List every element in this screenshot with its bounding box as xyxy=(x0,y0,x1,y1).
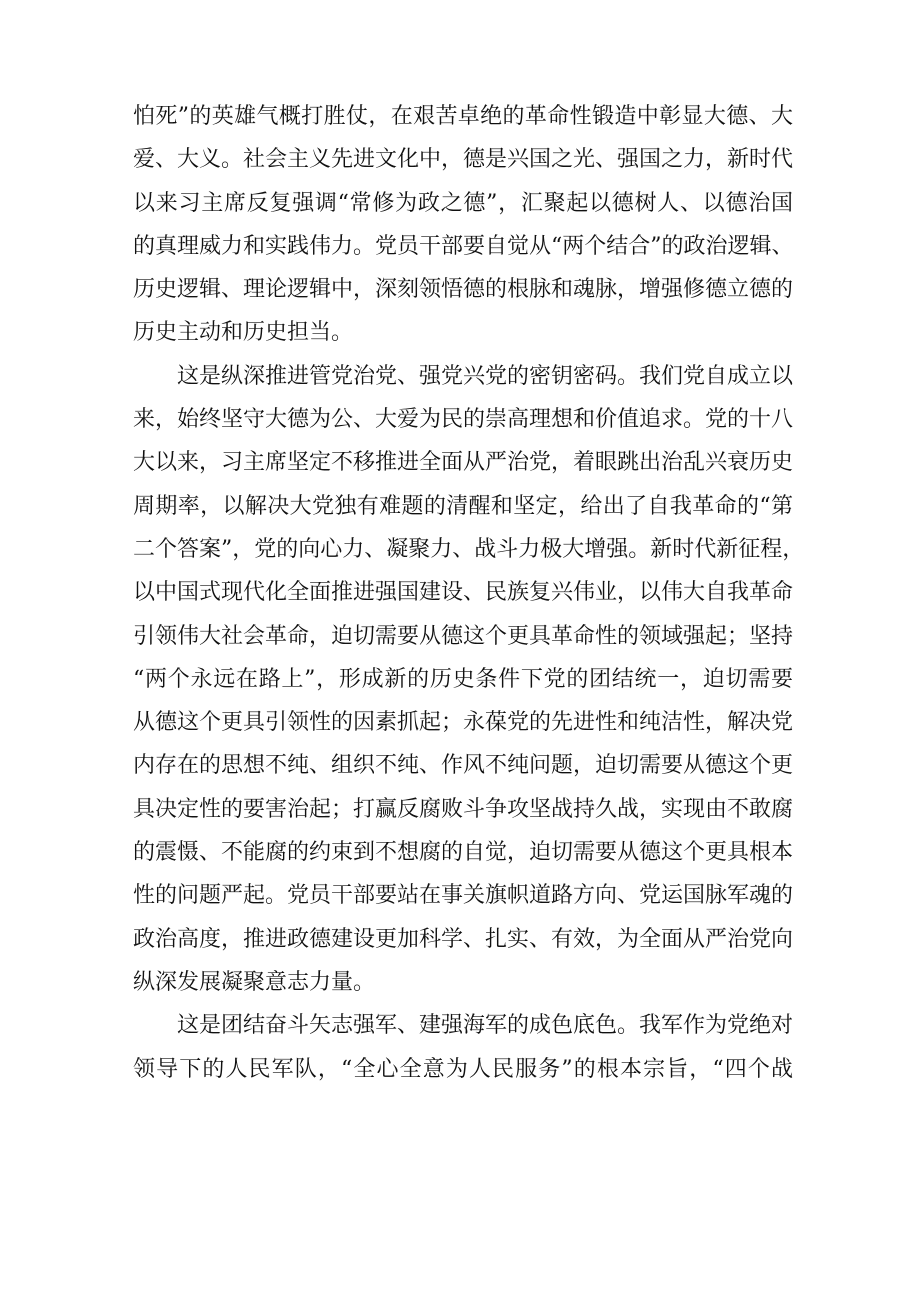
paragraph-2 xyxy=(133,355,805,1004)
text-line: 怕死”的英雄气概打胜仗，在艰苦卓绝的革命性锻造中彰显大德、大 xyxy=(133,104,793,129)
paragraph-1 xyxy=(133,95,793,355)
text-line: 内存在的思想不纯、组织不纯、作风不纯问题，迫切需要从德这个更 xyxy=(133,753,794,779)
text-line: 以中国式现代化全面推进强国建设、民族复兴伟业，以伟大自我革命 xyxy=(133,580,794,606)
text-line: 这是团结奋斗矢志强军、建强海军的成色底色。我军作为党绝对 xyxy=(177,1013,794,1039)
text-line: 的真理威力和实践伟力。党员干部要自觉从“两个结合”的政治逻辑、 xyxy=(133,233,794,259)
text-line: 周期率，以解决大党独有难题的清醒和坚定，给出了自我革命的“第 xyxy=(133,493,793,519)
text-line: 历史主动和历史担当。 xyxy=(133,320,354,346)
text-line: 二个答案”，党的向心力、凝聚力、战斗力极大增强。新时代新征程， xyxy=(133,536,805,562)
text-line: 历史逻辑、理论逻辑中，深刻领悟德的根脉和魂脉，增强修德立德的 xyxy=(133,277,794,303)
text-line: 领导下的人民军队，“全心全意为人民服务”的根本宗旨，“四个战 xyxy=(133,1056,793,1082)
text-line: 爱、大义。社会主义先进文化中，德是兴国之光、强国之力，新时代 xyxy=(133,147,794,173)
document-body xyxy=(133,95,805,1091)
text-line: “两个永远在路上”，形成新的历史条件下党的团结统一，迫切需要 xyxy=(133,666,793,692)
text-line: 具决定性的要害治起；打赢反腐败斗争攻坚战持久战，实现由不敢腐 xyxy=(133,796,794,822)
text-line: 纵深发展凝聚意志力量。 xyxy=(133,969,376,995)
text-line: 来，始终坚守大德为公、大爱为民的崇高理想和价值追求。党的十八 xyxy=(133,407,794,433)
text-line: 性的问题严起。党员干部要站在事关旗帜道路方向、党运国脉军魂的 xyxy=(133,883,794,909)
text-line: 引领伟大社会革命，迫切需要从德这个更具革命性的领域强起；坚持 xyxy=(133,623,794,649)
text-line: 以来习主席反复强调“常修为政之德”，汇聚起以德树人、以德治国 xyxy=(133,190,793,216)
text-line: 大以来，习主席坚定不移推进全面从严治党，着眼跳出治乱兴衰历史 xyxy=(133,450,794,476)
text-line: 从德这个更具引领性的因素抓起；永葆党的先进性和纯洁性，解决党 xyxy=(133,710,794,736)
paragraph-3 xyxy=(133,1004,793,1091)
text-line: 这是纵深推进管党治党、强党兴党的密钥密码。我们党自成立以 xyxy=(177,363,794,389)
text-line: 政治高度，推进政德建设更加科学、扎实、有效，为全面从严治党向 xyxy=(133,926,794,952)
text-line: 的震慑、不能腐的约束到不想腐的自觉，迫切需要从德这个更具根本 xyxy=(133,840,794,866)
